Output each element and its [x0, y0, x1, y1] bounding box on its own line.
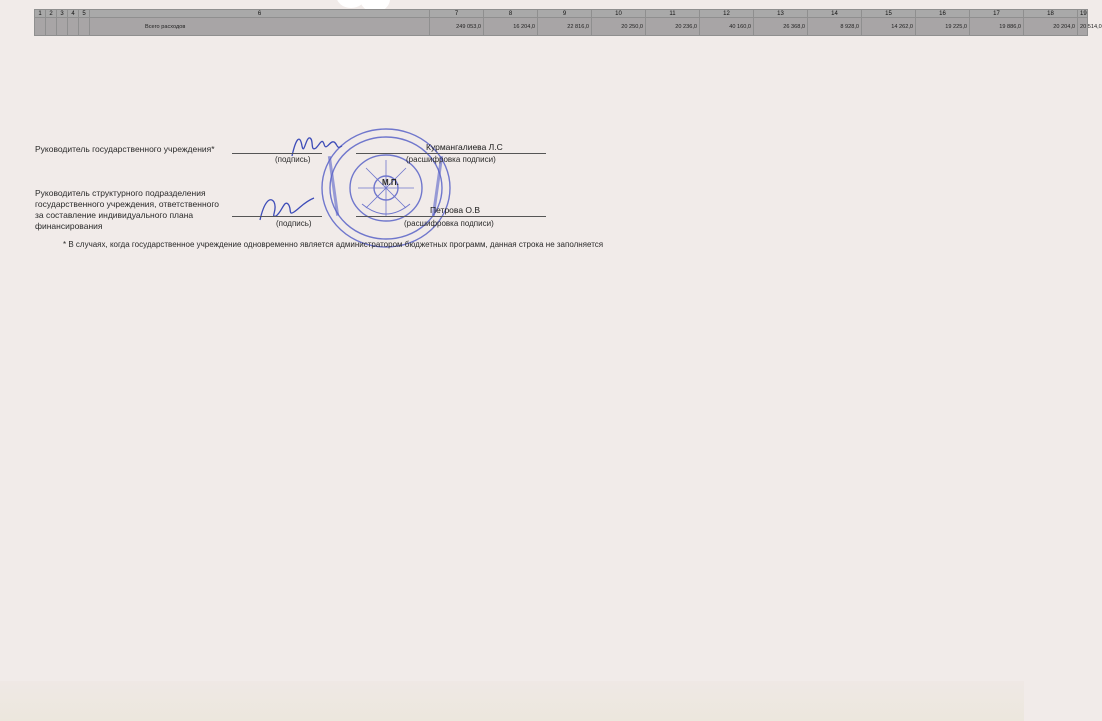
name-line: [356, 216, 546, 217]
signature-line: [232, 153, 322, 154]
col-header: 9: [538, 10, 592, 18]
total-cell: 19 886,0: [970, 18, 1024, 36]
total-row: [35, 18, 1088, 36]
column-number-row: [35, 10, 1088, 18]
total-cell: 26 368,0: [754, 18, 808, 36]
total-cell: 20 236,0: [646, 18, 700, 36]
col-header: 2: [46, 10, 57, 18]
struct-name: Петрова О.В: [430, 205, 481, 215]
total-cell: 14 262,0: [862, 18, 916, 36]
struct-label-line-2: государственного учреждения, ответственного: [35, 199, 220, 209]
col-header: 6: [90, 10, 430, 18]
struct-label-line-3: за составление индивидуального плана: [35, 210, 194, 220]
col-header: 8: [484, 10, 538, 18]
head-name: Курмангалиева Л.С: [426, 142, 503, 152]
total-cell: 16 204,0: [484, 18, 538, 36]
name-line: [356, 153, 546, 154]
struct-label-line-1: Руководитель структурного подразделения: [35, 188, 206, 198]
col-header: 3: [57, 10, 68, 18]
total-label: Всего расходов: [90, 18, 430, 36]
paper-bottom-edge: [0, 681, 1024, 721]
rasshifrovka-caption: (расшифровка подписи): [406, 155, 496, 164]
col-header: 18: [1024, 10, 1078, 18]
col-header: 14: [808, 10, 862, 18]
mp-label: М.П.: [382, 178, 399, 187]
total-cell: 8 928,0: [808, 18, 862, 36]
total-cell: 249 053,0: [430, 18, 484, 36]
total-cell: 40 160,0: [700, 18, 754, 36]
total-cell: 22 816,0: [538, 18, 592, 36]
financing-table: [34, 9, 1102, 36]
col-header: 10: [592, 10, 646, 18]
total-cell: 20 250,0: [592, 18, 646, 36]
col-header: 19: [1078, 10, 1088, 18]
total-cell: 20 514,0: [1078, 18, 1088, 36]
footnote: * В случаях, когда государственное учреждение одновременно является администратором бюджетных программ, данная строка не заполняется: [63, 240, 604, 249]
total-cell: 19 225,0: [916, 18, 970, 36]
col-header: 12: [700, 10, 754, 18]
rasshifrovka-caption: (расшифровка подписи): [404, 219, 494, 228]
podpis-caption: (подпись): [275, 155, 311, 164]
col-header: 15: [862, 10, 916, 18]
head-label: Руководитель государственного учреждения*: [35, 144, 215, 154]
col-header: 11: [646, 10, 700, 18]
struct-label-line-4: финансирования: [35, 221, 103, 231]
podpis-caption: (подпись): [276, 219, 312, 228]
col-header: 5: [79, 10, 90, 18]
col-header: 16: [916, 10, 970, 18]
col-header: 1: [35, 10, 46, 18]
col-header: 13: [754, 10, 808, 18]
col-header: 17: [970, 10, 1024, 18]
signature-line: [232, 216, 322, 217]
col-header: 7: [430, 10, 484, 18]
col-header: 4: [68, 10, 79, 18]
total-cell: 20 204,0: [1024, 18, 1078, 36]
